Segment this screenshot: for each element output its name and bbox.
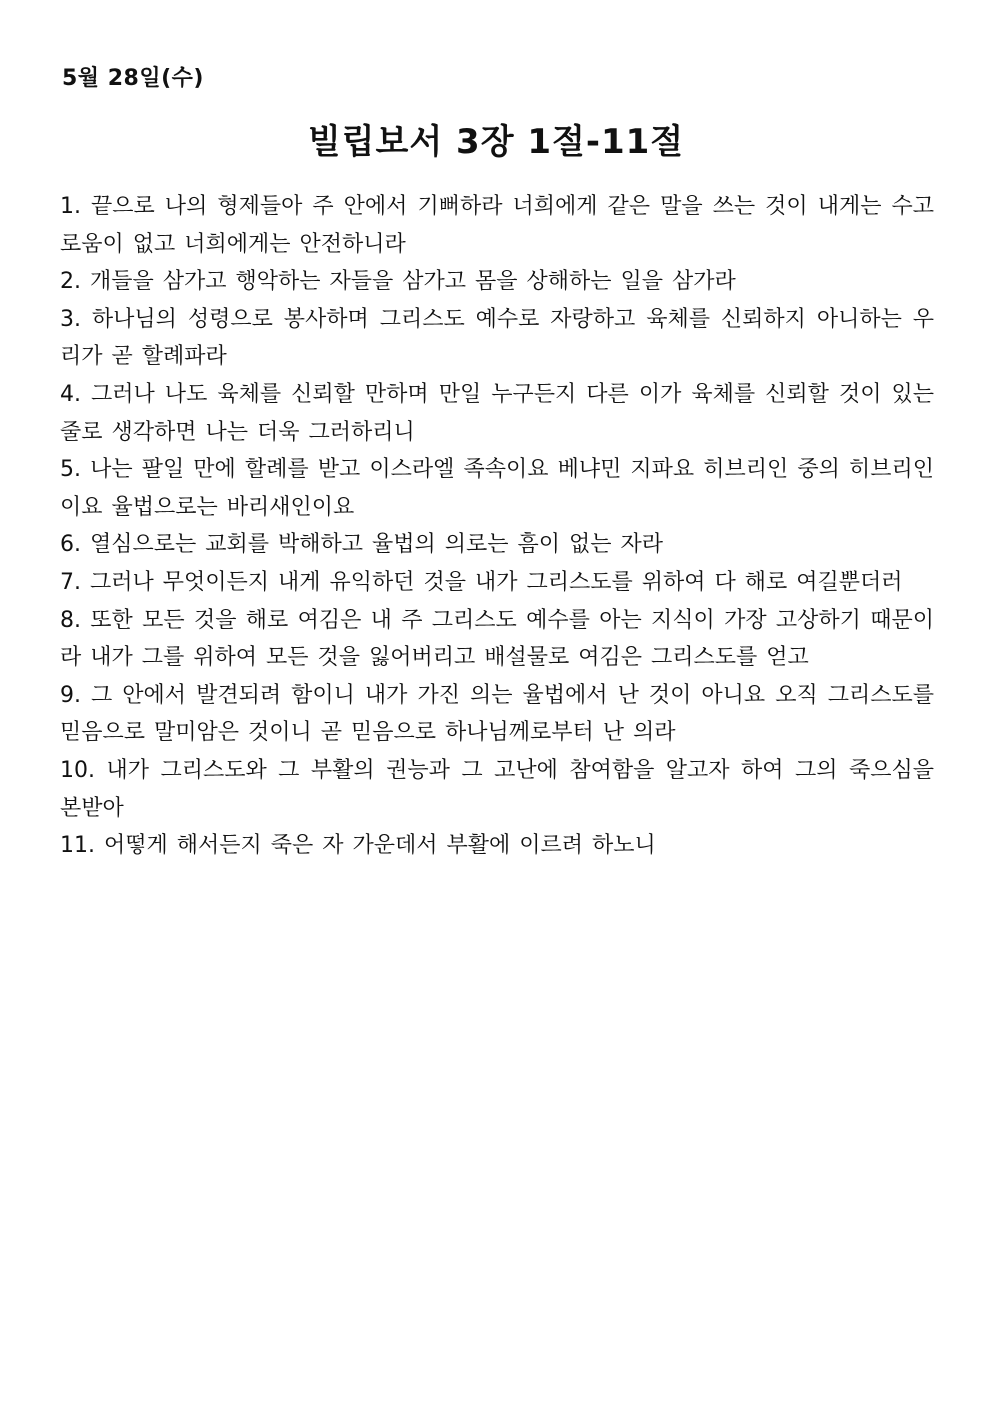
verse-6: 6. 열심으로는 교회를 박해하고 율법의 의로는 흠이 없는 자라 [60, 532, 663, 558]
verse-8: 8. 또한 모든 것을 해로 여김은 내 주 그리스도 예수를 아는 지식이 가장 고상하기 때문이라 내가 그를 위하여 모든 것을 잃어버리고 배설물로 여김은 그리스도를 얻고 [60, 607, 934, 671]
date-heading: 5월 28일(수) [62, 66, 204, 91]
verse-list [60, 188, 934, 865]
verse-3: 3. 하나님의 성령으로 봉사하며 그리스도 예수로 자랑하고 육체를 신뢰하지 아니하는 우리가 곧 할례파라 [60, 306, 934, 370]
page-title: 빌립보서 3장 1절-11절 [307, 122, 685, 162]
verse-2: 2. 개들을 삼가고 행악하는 자들을 삼가고 몸을 상해하는 일을 삼가라 [60, 269, 736, 295]
verse-9: 9. 그 안에서 발견되려 함이니 내가 가진 의는 율법에서 난 것이 아니요 오직 그리스도를 믿음으로 말미암은 것이니 곧 믿음으로 하나님께로부터 난 의라 [60, 682, 934, 746]
verse-7: 7. 그러나 무엇이든지 내게 유익하던 것을 내가 그리스도를 위하여 다 해로 여길뿐더러 [60, 569, 903, 595]
verse-10: 10. 내가 그리스도와 그 부활의 권능과 그 고난에 참여함을 알고자 하여 그의 죽으심을 본받아 [60, 757, 934, 821]
verse-1: 1. 끝으로 나의 형제들아 주 안에서 기뻐하라 너희에게 같은 말을 쓰는 것이 내게는 수고로움이 없고 너희에게는 안전하니라 [60, 194, 934, 257]
verse-11: 11. 어떻게 해서든지 죽은 자 가운데서 부활에 이르려 하노니 [60, 833, 656, 859]
verse-5: 5. 나는 팔일 만에 할례를 받고 이스라엘 족속이요 베냐민 지파요 히브리인 중의 히브리인이요 율법으로는 바리새인이요 [60, 457, 934, 520]
verse-4: 4. 그러나 나도 육체를 신뢰할 만하며 만일 누구든지 다른 이가 육체를 신뢰할 것이 있는 줄로 생각하면 나는 더욱 그러하리니 [60, 381, 934, 445]
